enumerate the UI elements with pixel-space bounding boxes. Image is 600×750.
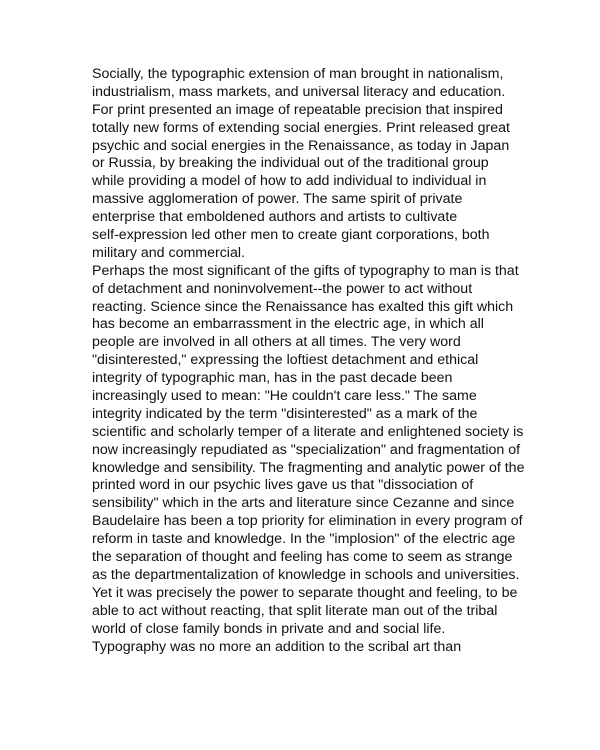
text-line: increasingly used to mean: "He couldn't care less." The same bbox=[92, 388, 477, 405]
text-line: world of close family bonds in private and and social life. bbox=[92, 620, 446, 637]
text-line: printed word in our psychic lives gave us that "dissociation of bbox=[92, 477, 474, 494]
text-line: now increasingly repudiated as "specialization" and fragmentation of bbox=[92, 441, 521, 458]
text-line: has become an embarrassment in the electric age, in which all bbox=[92, 316, 484, 333]
text-line: while providing a model of how to add individual to individual in bbox=[92, 173, 487, 190]
text-line: Typography was no more an addition to the scribal art than bbox=[92, 638, 462, 655]
text-line: or Russia, by breaking the individual out of the traditional group bbox=[92, 155, 489, 172]
text-line: massive agglomeration of power. The same spirit of private bbox=[92, 191, 463, 208]
text-line: For print presented an image of repeatable precision that inspired bbox=[92, 101, 503, 118]
text-line: scientific and scholarly temper of a literate and enlightened society is bbox=[92, 423, 524, 440]
text-line: military and commercial. bbox=[92, 244, 245, 261]
text-line: able to act without reacting, that split literate man out of the tribal bbox=[92, 602, 498, 619]
text-line: people are involved in all others at all times. The very word bbox=[92, 334, 461, 351]
text-line: integrity of typographic man, has in the past decade been bbox=[92, 370, 453, 387]
text-line: Socially, the typographic extension of man brought in nationalism, bbox=[92, 66, 504, 82]
text-line: the separation of thought and feeling has come to seem as strange bbox=[92, 549, 513, 566]
text-line: psychic and social energies in the Renaissance, as today in Japan bbox=[92, 137, 510, 154]
text-line: self-expression led other men to create giant corporations, both bbox=[92, 227, 490, 244]
text-line: "disinterested," expressing the loftiest detachment and ethical bbox=[92, 352, 479, 369]
text-line: reform in taste and knowledge. In the "implosion" of the electric age bbox=[92, 531, 516, 548]
text-line: knowledge and sensibility. The fragmenting and analytic power of the bbox=[92, 459, 525, 476]
text-line: totally new forms of extending social energies. Print released great bbox=[92, 119, 510, 136]
text-line: Yet it was precisely the power to separate thought and feeling, to be bbox=[92, 584, 518, 601]
text-line: of detachment and noninvolvement--the power to act without bbox=[92, 280, 473, 297]
text-line: enterprise that emboldened authors and artists to cultivate bbox=[92, 209, 458, 226]
text-line: sensibility" which in the arts and literature since Cezanne and since bbox=[92, 495, 515, 512]
text-line: integrity indicated by the term "disinterested" as a mark of the bbox=[92, 405, 478, 422]
text-line: industrialism, mass markets, and universal literacy and education. bbox=[92, 83, 506, 100]
text-line: Baudelaire has been a top priority for elimination in every program of bbox=[92, 513, 523, 530]
text-line: as the departmentalization of knowledge in schools and universities. bbox=[92, 566, 520, 583]
text-line: Perhaps the most significant of the gifts of typography to man is that bbox=[92, 262, 519, 279]
body-text bbox=[92, 66, 532, 656]
text-line: reacting. Science since the Renaissance has exalted this gift which bbox=[92, 298, 514, 315]
